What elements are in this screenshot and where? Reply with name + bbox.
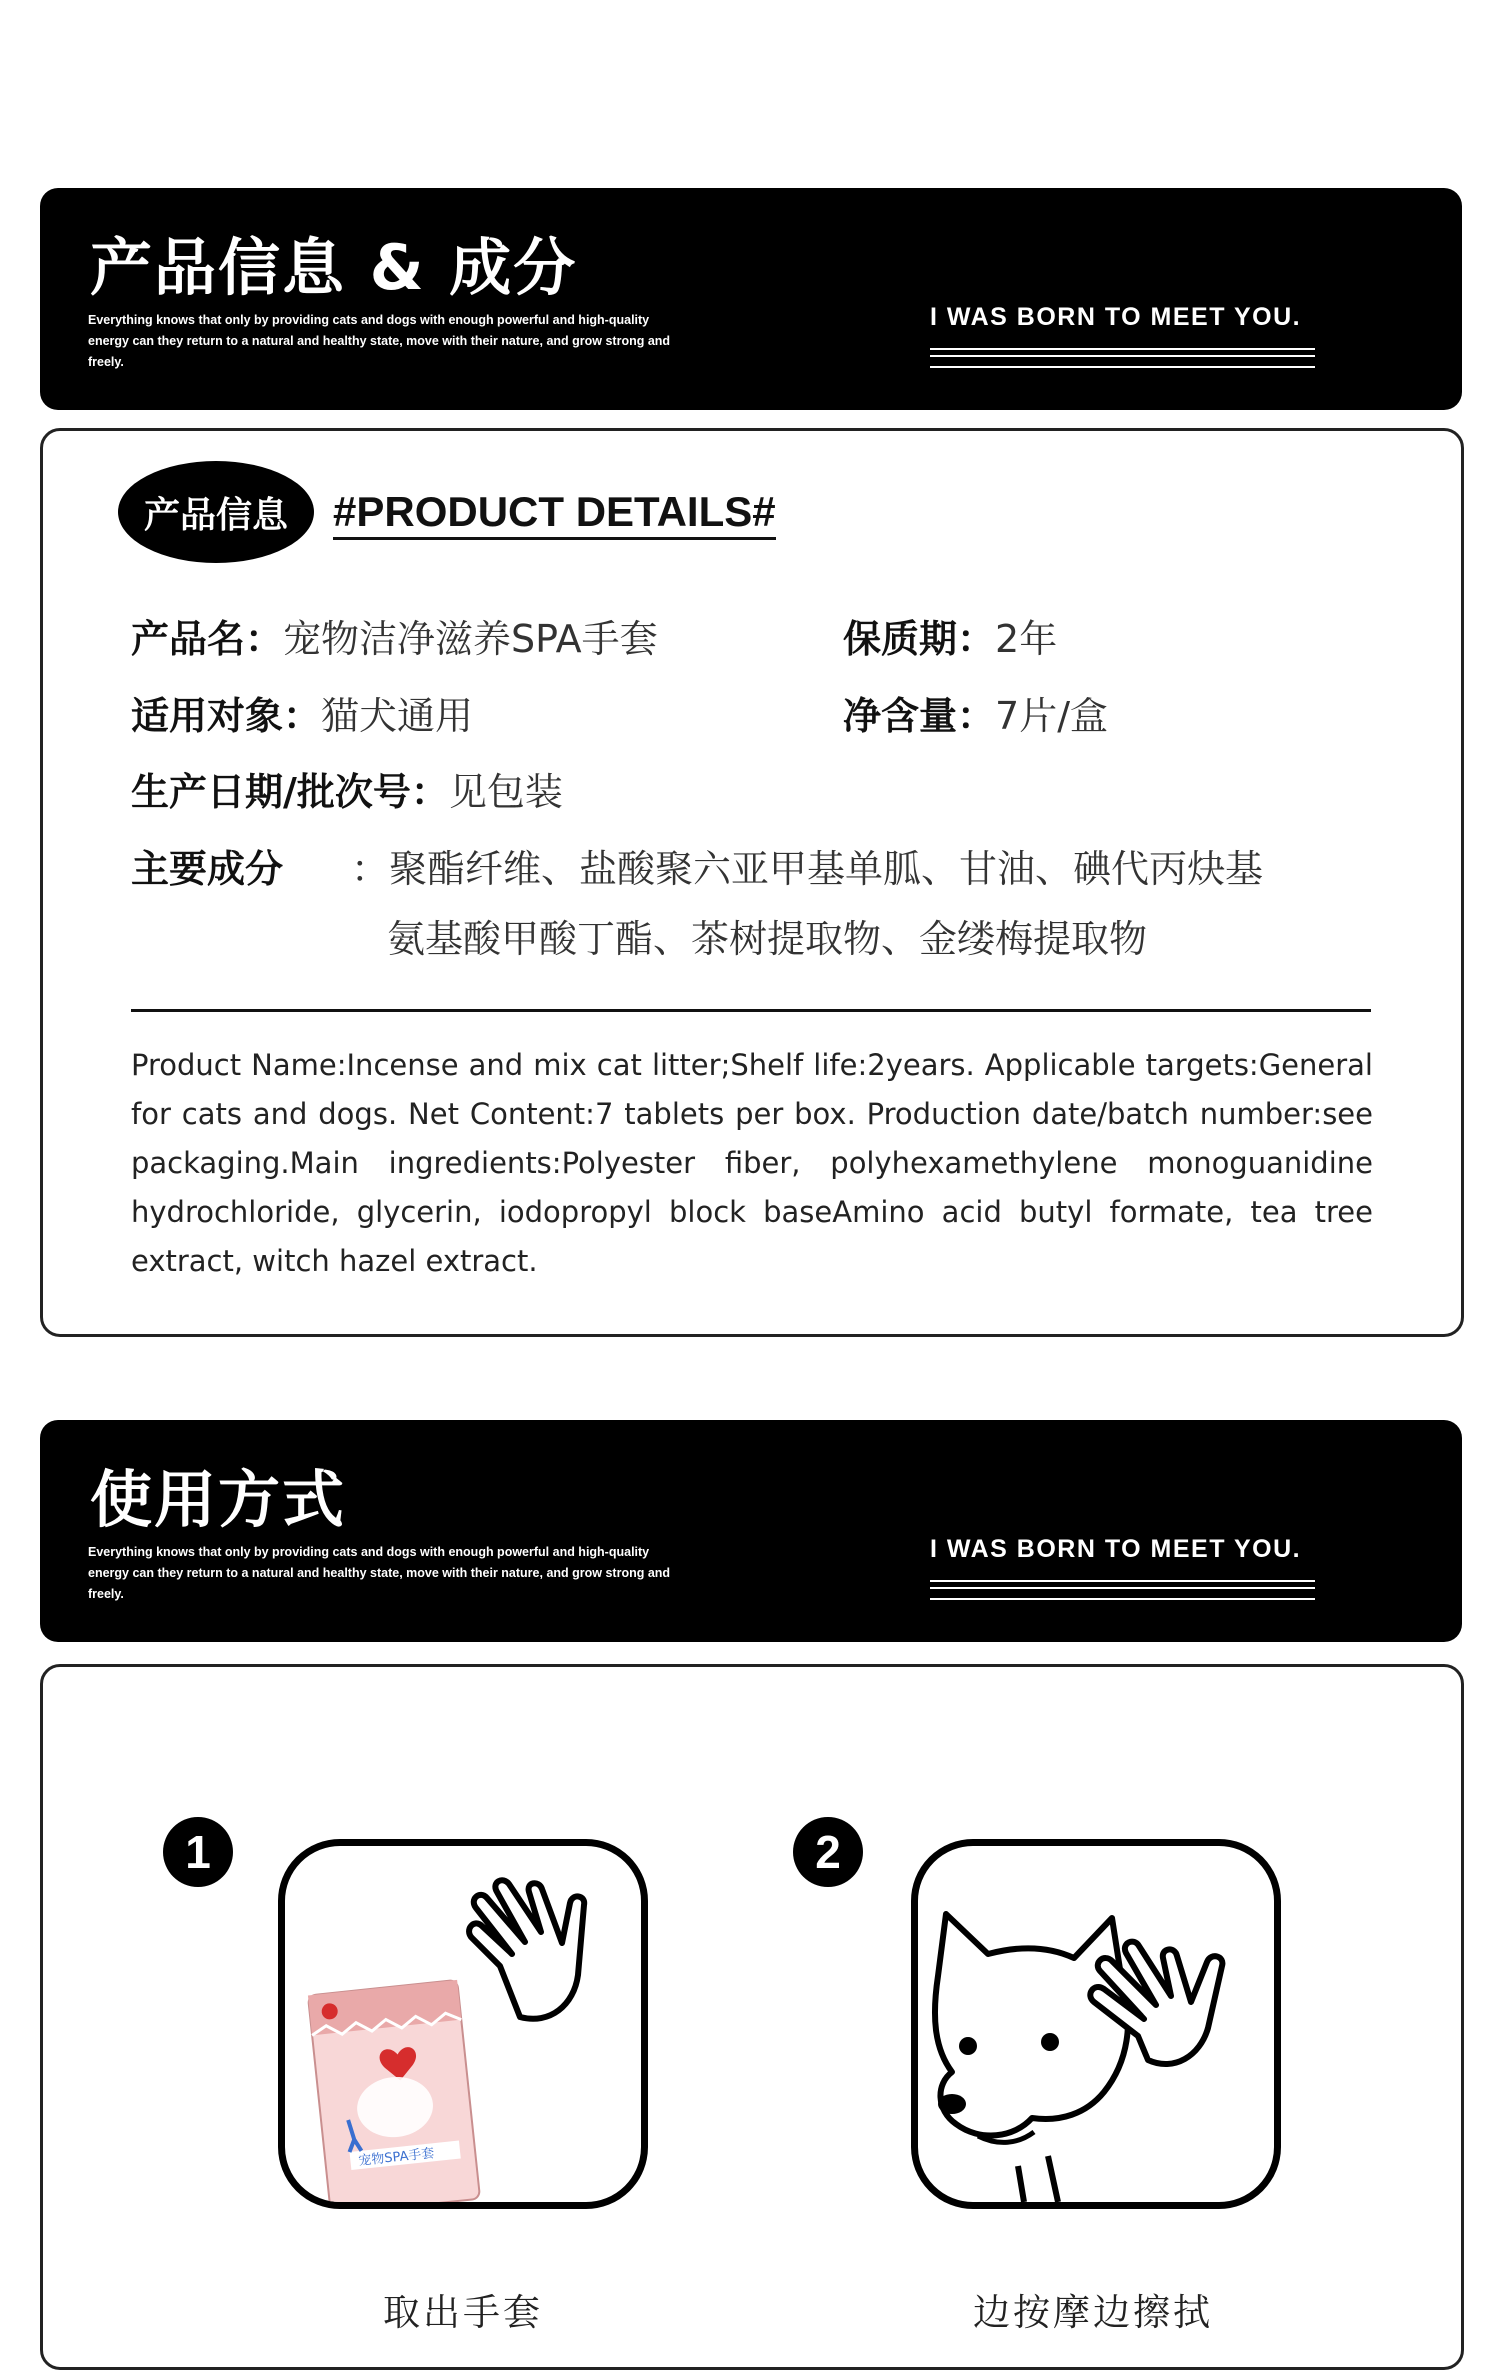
usage-banner <box>40 1420 1462 1642</box>
banner-slogan: I WAS BORN TO MEET YOU. <box>930 1535 1302 1563</box>
slogan-underline <box>930 348 1315 368</box>
step-number-1: 1 <box>163 1817 233 1887</box>
step-label-1: 取出手套 <box>383 2291 543 2334</box>
banner-subtitle: Everything knows that only by providing cats and dogs with enough powerful and high-quality energy can they return to a natural and healthy state, move with their nature, and grow strong and freely. <box>88 313 671 369</box>
product-details-box <box>40 428 1464 1337</box>
package-label: 宠物SPA手套 <box>357 2146 436 2170</box>
banner-title: 使用方式 <box>90 1463 347 1536</box>
info-row-shelf-life: 保质期：2年 <box>843 617 1058 661</box>
glove-package-icon <box>278 1839 648 2209</box>
usage-steps-box <box>40 1664 1464 2370</box>
slogan-underline <box>930 1580 1315 1600</box>
section-divider <box>131 1009 1371 1012</box>
info-row-production-date: 生产日期/批次号：见包装 <box>131 770 563 814</box>
info-row-applicable: 适用对象：猫犬通用 <box>131 694 474 738</box>
info-row-net-content: 净含量：7片/盒 <box>843 694 1108 738</box>
banner-slogan: I WAS BORN TO MEET YOU. <box>930 303 1302 331</box>
glove-outline <box>469 1880 584 2018</box>
info-row-ingredients-cont: 氨基酸甲酸丁酯、茶树提取物、金缕梅提取物 <box>387 917 1148 961</box>
info-row-product-name: 产品名：宠物洁净滋养SPA手套 <box>131 617 658 661</box>
product-info-badge: 产品信息 <box>118 461 314 563</box>
banner-subtitle: Everything knows that only by providing cats and dogs with enough powerful and high-quality energy can they return to a natural and healthy state, move with their nature, and grow strong and freely. <box>88 1545 671 1601</box>
english-description: Product Name:Incense and mix cat litter;Shelf life:2years. Applicable targets:General for cats and dogs. Net Content:7 tablets per box. Production date/batch number:see packaging.Main ingredients:Polyester fiber, polyhexamethylene monoguanidine hydrochloride, glycerin, iodopropyl block baseAmino acid butyl formate, tea tree extract, witch hazel extract. <box>131 1048 1373 1278</box>
dog-wipe-icon <box>911 1839 1281 2209</box>
step-number-2: 2 <box>793 1817 863 1887</box>
product-details-heading: #PRODUCT DETAILS# <box>333 489 776 540</box>
banner-title: 产品信息 & 成分 <box>90 231 578 304</box>
product-info-banner <box>40 188 1462 410</box>
step-label-2: 边按摩边擦拭 <box>973 2291 1213 2334</box>
glove-package <box>308 1980 480 2202</box>
info-row-ingredients: 主要成分 ：聚酯纤维、盐酸聚六亚甲基单胍、甘油、碘代丙炔基 <box>131 847 1264 891</box>
